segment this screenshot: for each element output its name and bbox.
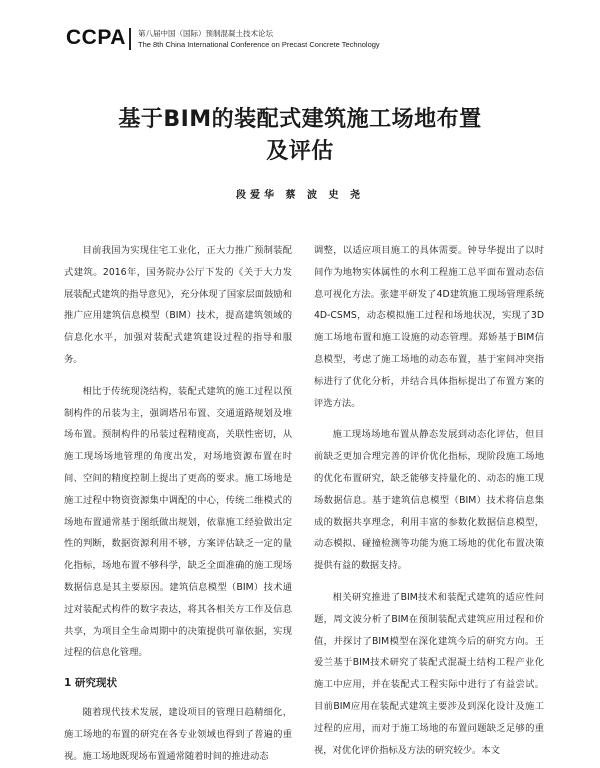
left-column bbox=[64, 240, 292, 768]
paragraph: 相比于传统现浇结构，装配式建筑的施工过程以预制构件的吊装为主，强调塔吊布置、交通道路规划及堆场布置。预制构件的吊装过程精度高，关联性密切，从施工现场场地管理的角度出发，对场地资源布置在时间、空间的精度控制上提出了更高的要求。施工场地是施工过程中物资资源集中调配的中心，传统二维模式的场地布置通常基于图纸做出规划，依靠施工经验做出定性的判断，数据资源利用不够，方案评估缺乏一定的量化指标，场地布置不够科学，缺乏全面准确的施工现场数据信息是其主要原因。建筑信息模型（BIM）技术通过对装配式构件的数字表达，将其各相关方工作及信息共享，为项目全生命周期中的决策提供可靠依据，实现过程的信息化管理。 bbox=[64, 385, 292, 659]
section-heading: 1 研究现状 bbox=[64, 677, 117, 690]
author-list: 段爱华 蔡 波 史 尧 bbox=[236, 190, 364, 201]
paragraph: 调整，以适应项目施工的具体需要。钟导华提出了以时间作为地物实体属性的水利工程施工总平面布置动态信息可视化方法。张建平研发了4D建筑施工现场管理系统4D-CSMS，动态模拟施工过程和场地状况，实现了3D施工场地布置和施工设施的动态管理。郑娇基于BIM信息模型，考虑了施工场地的动态布置，基于室间冲突指标进行了优化分析，并结合具体指标提出了布置方案的评选方法。 bbox=[314, 245, 544, 409]
paragraph: 目前我国为实现住宅工业化，正大力推广预制装配式建筑。2016年，国务院办公厅下发的《关于大力发展装配式建筑的指导意见》，充分体现了国家层面鼓励和推广应用建筑信息模型（BIM）技术，提高建筑领域的信息化水平，加强对装配式建筑建设过程的指导和服务。 bbox=[64, 245, 292, 365]
paper-title bbox=[0, 104, 600, 168]
header-divider bbox=[129, 28, 131, 50]
conference-name-cn: 第八届中国（国际）预制混凝土技术论坛 bbox=[138, 29, 273, 38]
title-line-1: 基于BIM的装配式建筑施工场地布置 bbox=[118, 107, 482, 132]
right-column bbox=[314, 240, 544, 761]
paragraph: 随着现代技术发展，建设项目的管理日趋精细化，施工场地的布置的研究在各专业领域也得到了普遍的重视。施工场地既现场布置通常随着时间的推进动态 bbox=[64, 707, 292, 762]
paragraph: 相关研究推进了BIM技术和装配式建筑的适应性问题，周文波分析了BIM在预制装配式建筑应用过程和价值，并探讨了BIM模型在深化建筑今后的研究方向。王爱兰基于BIM技术研究了装配式混凝土结构工程产业化施工中应用，并在装配式工程实际中进行了有益尝试。目前BIM应用在装配式建筑主要涉及到深化设计及施工过程的应用，而对于施工场地的布置问题缺乏足够的重视，对优化评价指标及方法的研究较少。本文 bbox=[314, 591, 544, 756]
conference-name-en: The 8th China International Conference on Precast Concrete Technology bbox=[138, 40, 380, 49]
paragraph: 施工现场场地布置从静态发展到动态化评估，但目前缺乏更加合理完善的评价优化指标，现阶段施工场地的优化布置研究，缺乏能够支持量化的、动态的施工现场数据信息。基于建筑信息模型（BIM）技术将信息集成的数据共享理念，利用丰富的参数化数据信息模型，动态模拟、碰撞检测等功能为施工场地的优化布置决策提供有益的数据支持。 bbox=[314, 429, 544, 572]
title-line-2: 及评估 bbox=[266, 139, 334, 164]
ccpa-logo: CCPA bbox=[66, 26, 126, 49]
conference-header bbox=[66, 22, 536, 56]
